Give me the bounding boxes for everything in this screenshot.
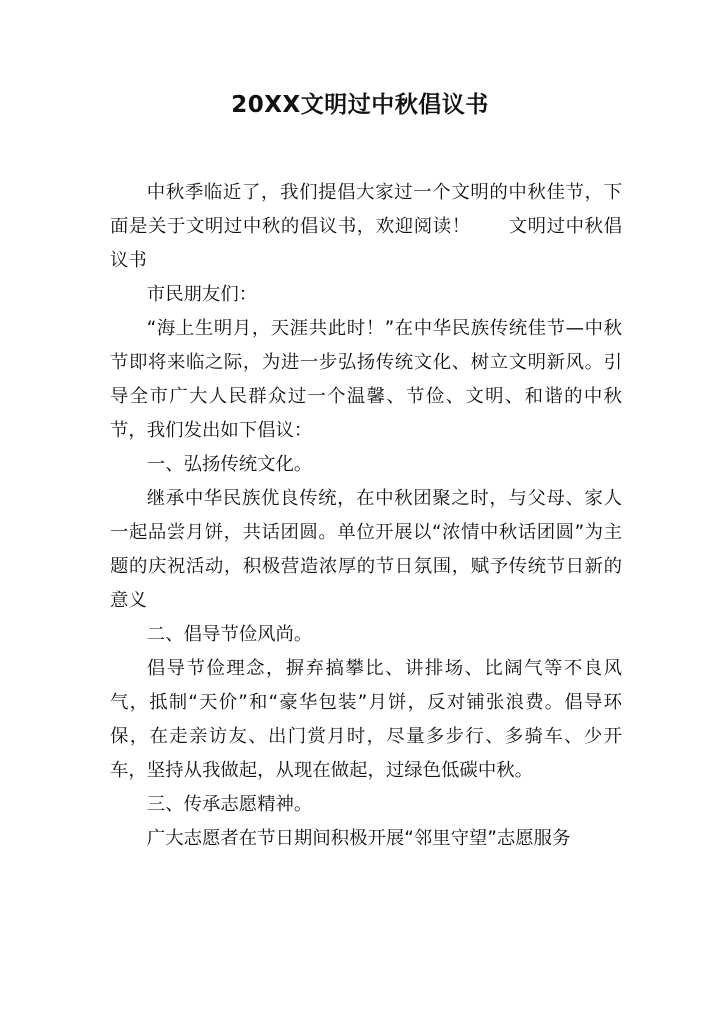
section-heading-2: 二、倡导节俭风尚。 [146, 624, 313, 645]
paragraph-section-3: 广大志愿者在节日期间积极开展“邻里守望”志愿服务 [146, 828, 571, 849]
paragraph-section-1: 继承中华民族优良传统，在中秋团聚之时，与父母、家人一起品尝月饼，共话团圆。单位开展以“浓情中秋话团圆”为主题的庆祝活动，积极营造浓厚的节日氛围，赋予传统节日新的意义 [110, 488, 622, 611]
paragraph-opening: “海上生明月，天涯共此时！”在中华民族传统佳节—中秋节即将来临之际，为进一步弘扬传统文化、树立文明新风。引导全市广大人民群众过一个温馨、节俭、文明、和谐的中秋节，我们发出如下倡议： [110, 318, 622, 441]
paragraph-section-2: 倡导节俭理念，摒弃搞攀比、讲排场、比阔气等不良风气，抵制“天价”和“豪华包装”月饼，反对铺张浪费。倡导环保，在走亲访友、出门赏月时，尽量多步行、多骑车、少开车，坚持从我做起，从现在做起，过绿色低碳中秋。 [110, 658, 622, 781]
document-title: 20XX文明过中秋倡议书 [231, 92, 489, 118]
paragraph-intro: 中秋季临近了，我们提倡大家过一个文明的中秋佳节，下面是关于文明过中秋的倡议书，欢迎阅读！ 文明过中秋倡议书 [110, 182, 622, 271]
paragraph-salutation: 市民朋友们： [146, 284, 258, 305]
document-body [110, 176, 622, 856]
section-heading-3: 三、传承志愿精神。 [146, 794, 313, 815]
section-heading-1: 一、弘扬传统文化。 [146, 454, 313, 475]
